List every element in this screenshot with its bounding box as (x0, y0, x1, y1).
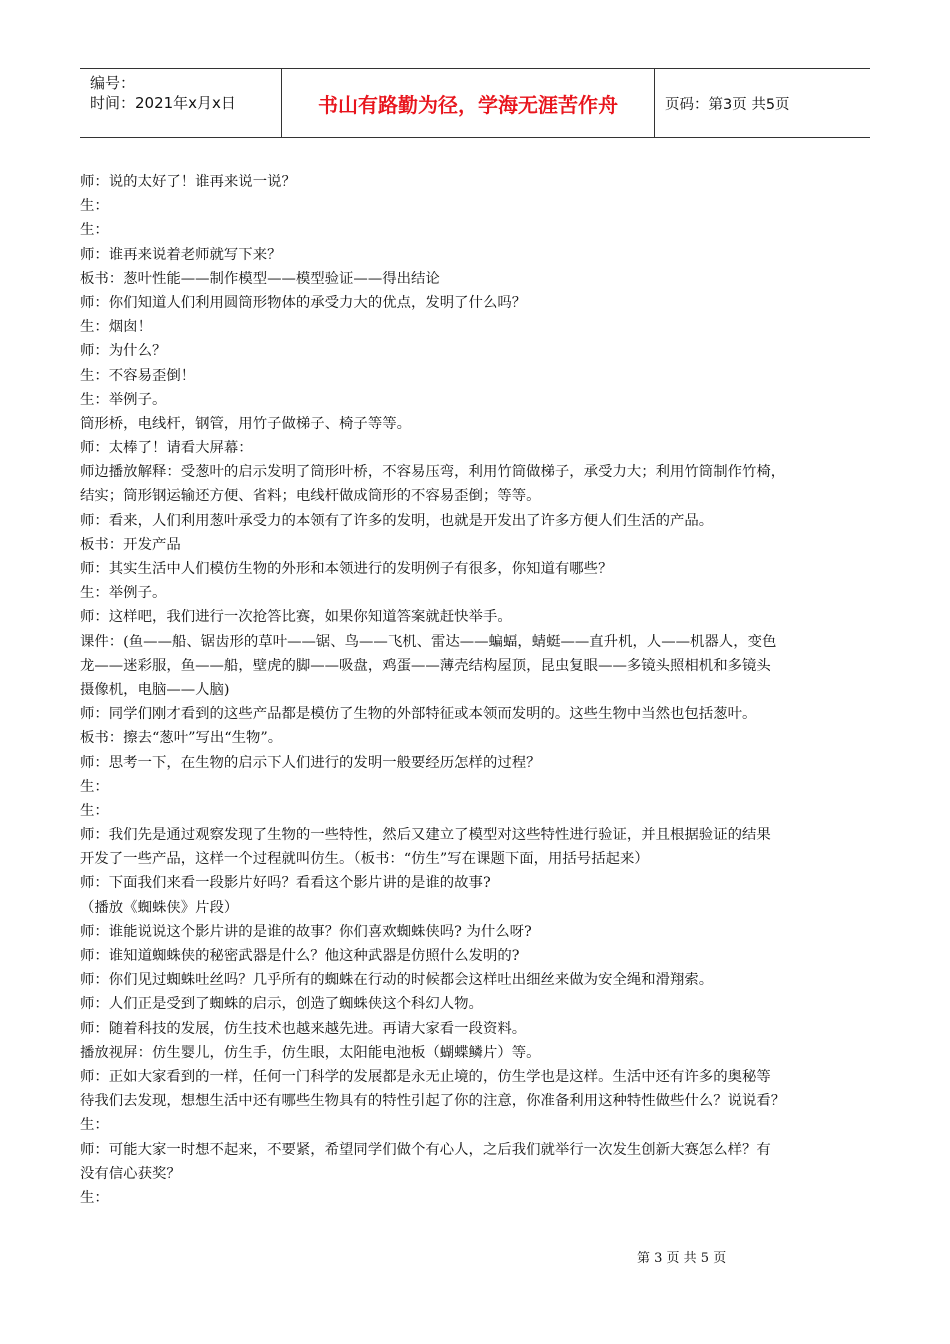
text-line: 师：下面我们来看一段影片好吗？看看这个影片讲的是谁的故事? (80, 875, 491, 892)
text-line: （播放《蜘蛛侠》片段） (80, 899, 239, 916)
text-line: 生：烟囱！ (80, 319, 152, 336)
text-line: 师：同学们刚才看到的这些产品都是模仿了生物的外部特征或本领而发明的。这些生物中当然也包括葱叶。 (80, 706, 757, 723)
page-header (80, 68, 870, 138)
text-line: 师：这样吧，我们进行一次抢答比赛，如果你知道答案就赶快举手。 (80, 609, 512, 626)
text-line: 师：你们知道人们利用圆筒形物体的承受力大的优点，发明了什么吗？ (80, 294, 527, 311)
text-line: 生：举例子。 (80, 585, 167, 602)
text-line: 师：你们见过蜘蛛吐丝吗？几乎所有的蜘蛛在行动的时候都会这样吐出细丝来做为安全绳和滑翔索。 (80, 972, 714, 989)
text-line: 师：正如大家看到的一样，任何一门科学的发展都是永无止境的，仿生学也是这样。生活中还有许多的奥秘等 (80, 1068, 771, 1085)
text-line: 师：其实生活中人们模仿生物的外形和本领进行的发明例子有很多，你知道有哪些？ (80, 561, 613, 577)
text-line: 板书：开发产品 (80, 536, 181, 553)
text-line: 没有信心获奖？ (80, 1165, 181, 1182)
text-line: 生： (80, 1117, 109, 1134)
number-label: 编号： (90, 74, 136, 92)
text-line: 课件：(鱼——船、锯齿形的草叶——锯、鸟——飞机、雷达——蝙蝠，蜻蜓——直升机，人——机器人，变色 (80, 633, 777, 650)
text-line: 师：谁知道蜘蛛侠的秘密武器是什么？他这种武器是仿照什么发明的? (80, 948, 520, 964)
page-info: 页码：第3页 共5页 (665, 96, 790, 113)
text-line: 师：随着科技的发展，仿生技术也越来越先进。再请大家看一段资料。 (80, 1020, 527, 1037)
text-line: 生： (80, 802, 109, 819)
text-line: 筒形桥，电线杆，钢管，用竹子做梯子、椅子等等。 (80, 415, 411, 432)
text-line: 结实；筒形钢运输还方便、省料；电线杆做成筒形的不容易歪倒；等等。 (80, 488, 541, 505)
text-line: 生： (80, 778, 109, 795)
header-meta (80, 69, 282, 137)
text-line: 播放视屏：仿生婴儿，仿生手，仿生眼，太阳能电池板（蝴蝶鳞片）等。 (80, 1044, 541, 1061)
text-line: 师：思考一下，在生物的启示下人们进行的发明一般要经历怎样的过程？ (80, 754, 541, 771)
text-line: 师：谁再来说着老师就写下来？ (80, 246, 282, 263)
text-line: 师：可能大家一时想不起来，不要紧，希望同学们做个有心人，之后我们就举行一次发生创新大赛怎么样？有 (80, 1141, 771, 1158)
text-line: 师：我们先是通过观察发现了生物的一些特性，然后又建立了模型对这些特性进行验证，并且根据验证的结果 (80, 827, 771, 844)
text-line: 生： (80, 198, 109, 215)
page-footer: 第 3 页 共 5 页 (637, 1251, 727, 1266)
text-line: 师：说的太好了！谁再来说一说？ (80, 174, 296, 190)
text-line: 师：人们正是受到了蜘蛛的启示，创造了蜘蛛侠这个科幻人物。 (80, 996, 483, 1013)
text-line: 生：不容易歪倒！ (80, 367, 196, 384)
text-line: 师：谁能说说这个影片讲的是谁的故事？你们喜欢蜘蛛侠吗? 为什么呀? (80, 923, 532, 940)
text-line: 生： (80, 222, 109, 239)
text-line: 板书：葱叶性能——制作模型——模型验证——得出结论 (80, 270, 440, 287)
text-line: 待我们去发现，想想生活中还有哪些生物具有的特性引起了你的注意，你准备利用这种特性做些什么？说说看？ (80, 1093, 786, 1110)
text-line: 生：举例子。 (80, 391, 167, 408)
motto: 书山有路勤为径，学海无涯苦作舟 (282, 69, 655, 137)
text-line: 师：为什么？ (80, 343, 167, 360)
document-body (80, 170, 895, 1210)
date-label: 时间：2021年x月x日 (90, 94, 236, 112)
text-line: 板书：擦去“葱叶”写出“生物”。 (80, 730, 283, 747)
text-line: 生： (80, 1189, 109, 1206)
text-line: 开发了一些产品，这样一个过程就叫仿生。（板书：“仿生”写在课题下面，用括号括起来） (80, 851, 649, 868)
text-line: 龙——迷彩服，鱼——船，壁虎的脚——吸盘，鸡蛋——薄壳结构屋顶，昆虫复眼——多镜头照相机和多镜头 (80, 657, 771, 674)
text-line: 师：看来，人们利用葱叶承受力的本领有了许多的发明，也就是开发出了许多方便人们生活的产品。 (80, 512, 714, 529)
text-line: 摄像机，电脑——人脑) (80, 681, 230, 698)
text-line: 师：太棒了！请看大屏幕： (80, 440, 253, 457)
text-line: 师边播放解释：受葱叶的启示发明了筒形叶桥，不容易压弯，利用竹筒做梯子，承受力大；利用竹筒制作竹椅， (80, 464, 786, 481)
